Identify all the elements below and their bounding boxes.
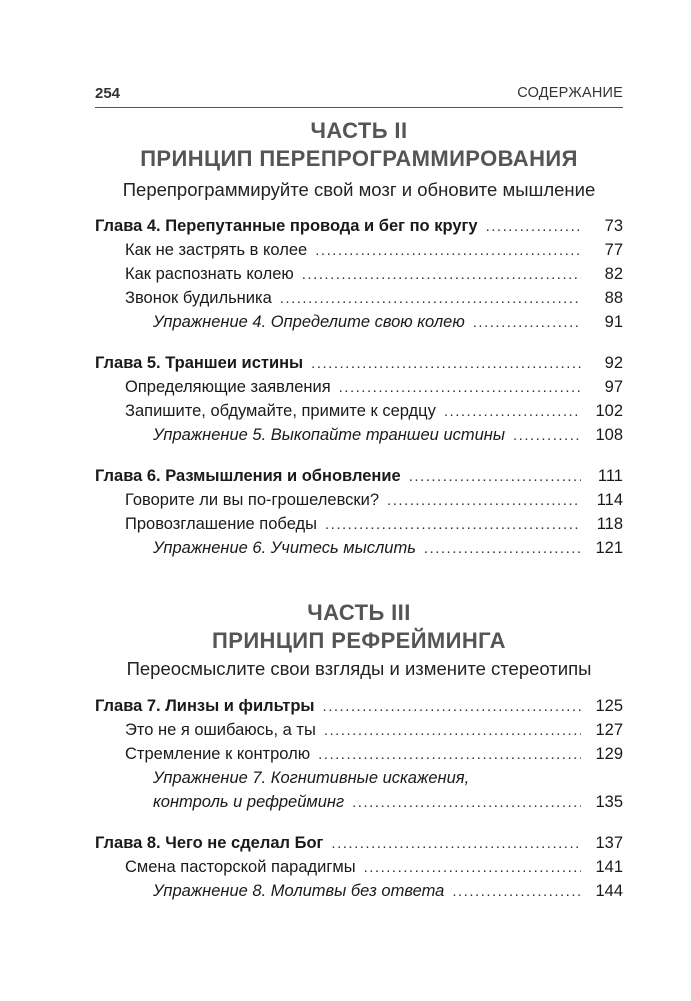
toc-entry-title: Упражнение 5. Выкопайте траншеи истины bbox=[153, 426, 506, 444]
toc-entry-title: Звонок будильника bbox=[125, 289, 272, 307]
toc-entry-page: 73 bbox=[604, 217, 623, 235]
toc-entry-page: 127 bbox=[595, 721, 623, 739]
toc-exercise-entry[interactable] bbox=[153, 311, 623, 333]
toc-entry-title: Упражнение 6. Учитесь мыслить bbox=[153, 539, 416, 557]
dot-leader bbox=[452, 881, 581, 903]
toc-entry-title: Определяющие заявления bbox=[125, 378, 331, 396]
dot-leader bbox=[486, 216, 581, 238]
dot-leader bbox=[387, 490, 581, 512]
toc-exercise-entry[interactable] bbox=[153, 880, 623, 902]
toc-entry-page: 77 bbox=[604, 241, 623, 259]
toc-entry-page: 118 bbox=[596, 515, 623, 533]
toc-chapter-entry[interactable] bbox=[95, 215, 623, 237]
dot-leader bbox=[302, 264, 581, 286]
toc-exercise-title-line[interactable]: Упражнение 7. Когнитивные искажения, bbox=[153, 769, 470, 787]
toc-entry-title: Упражнение 8. Молитвы без ответа bbox=[153, 882, 445, 900]
toc-entry-page: 129 bbox=[595, 745, 623, 763]
dot-leader bbox=[352, 792, 581, 814]
toc-entry-page: 141 bbox=[595, 858, 623, 876]
toc-entry-title: Смена пасторской парадигмы bbox=[125, 858, 356, 876]
page-number: 254 bbox=[95, 85, 121, 102]
page-header bbox=[95, 85, 623, 108]
toc-entry-title: Как распознать колею bbox=[125, 265, 294, 283]
toc-exercise-entry[interactable] bbox=[153, 537, 623, 559]
toc-section-entry[interactable] bbox=[125, 287, 623, 309]
toc-entry-title: Провозглашение победы bbox=[125, 515, 317, 533]
toc-entry-page: 102 bbox=[595, 402, 623, 420]
toc-entry-page: 121 bbox=[595, 539, 623, 557]
toc-entry-page: 125 bbox=[595, 697, 623, 715]
part-label: ЧАСТЬ III bbox=[307, 600, 411, 625]
dot-leader bbox=[339, 377, 581, 399]
dot-leader bbox=[323, 696, 581, 718]
toc-entry-title: контроль и рефрейминг bbox=[153, 793, 345, 811]
toc-entry-page: 137 bbox=[595, 834, 623, 852]
toc-section-entry[interactable] bbox=[125, 400, 623, 422]
dot-leader bbox=[409, 466, 581, 488]
toc-entry-title: Глава 4. Перепутанные провода и бег по кругу bbox=[95, 217, 478, 235]
dot-leader bbox=[325, 514, 581, 536]
toc-entry-title: Глава 6. Размышления и обновление bbox=[95, 467, 401, 485]
toc-exercise-entry[interactable] bbox=[153, 791, 623, 813]
dot-leader bbox=[424, 538, 581, 560]
toc-entry-title: Запишите, обдумайте, примите к сердцу bbox=[125, 402, 436, 420]
toc-section-entry[interactable] bbox=[125, 376, 623, 398]
dot-leader bbox=[311, 353, 581, 375]
toc-section-entry[interactable] bbox=[125, 719, 623, 741]
toc-entry-title: Это не я ошибаюсь, а ты bbox=[125, 721, 316, 739]
dot-leader bbox=[324, 720, 581, 742]
toc-section-entry[interactable] bbox=[125, 513, 623, 535]
toc-chapter-entry[interactable] bbox=[95, 695, 623, 717]
toc-exercise-entry[interactable] bbox=[153, 424, 623, 446]
dot-leader bbox=[513, 425, 581, 447]
dot-leader bbox=[318, 744, 581, 766]
toc-chapter-entry[interactable] bbox=[95, 465, 623, 487]
toc-entry-title: Говорите ли вы по-грошелевски? bbox=[125, 491, 380, 509]
toc-entry-title: Глава 5. Траншеи истины bbox=[95, 354, 304, 372]
dot-leader bbox=[444, 401, 581, 423]
part-subtitle: Перепрограммируйте свой мозг и обновите мышление bbox=[122, 179, 596, 200]
toc-entry-page: 144 bbox=[595, 882, 623, 900]
toc-section-entry[interactable] bbox=[125, 489, 623, 511]
running-title: СОДЕРЖАНИЕ bbox=[517, 85, 623, 101]
toc-section-entry[interactable] bbox=[125, 856, 623, 878]
toc-entry-title: Стремление к контролю bbox=[125, 745, 311, 763]
toc-entry-title: Глава 7. Линзы и фильтры bbox=[95, 697, 315, 715]
part-title: ПРИНЦИП ПЕРЕПРОГРАММИРОВАНИЯ bbox=[140, 146, 578, 171]
toc-entry-page: 111 bbox=[597, 467, 623, 485]
dot-leader bbox=[331, 833, 581, 855]
toc-entry-title: Как не застрять в колее bbox=[125, 241, 308, 259]
toc-entry-page: 114 bbox=[596, 491, 623, 509]
toc-entry-page: 82 bbox=[604, 265, 623, 283]
toc-entry-page: 92 bbox=[604, 354, 623, 372]
toc-section-entry[interactable] bbox=[125, 239, 623, 261]
toc-entry-page: 97 bbox=[604, 378, 623, 396]
toc-section-entry[interactable] bbox=[125, 743, 623, 765]
toc-entry-title: Упражнение 4. Определите свою колею bbox=[153, 313, 465, 331]
toc-chapter-entry[interactable] bbox=[95, 352, 623, 374]
dot-leader bbox=[315, 240, 581, 262]
part-label: ЧАСТЬ II bbox=[310, 118, 408, 143]
toc-chapter-entry[interactable] bbox=[95, 832, 623, 854]
toc-entry-page: 108 bbox=[595, 426, 623, 444]
part-title: ПРИНЦИП РЕФРЕЙМИНГА bbox=[212, 628, 506, 653]
dot-leader bbox=[364, 857, 581, 879]
toc-entry-title: Глава 8. Чего не сделал Бог bbox=[95, 834, 324, 852]
toc-entry-page: 88 bbox=[604, 289, 623, 307]
dot-leader bbox=[280, 288, 581, 310]
dot-leader bbox=[473, 312, 581, 334]
toc-entry-page: 135 bbox=[595, 793, 623, 811]
toc-entry-page: 91 bbox=[604, 313, 623, 331]
part-subtitle: Переосмыслите свои взгляды и измените стереотипы bbox=[126, 658, 592, 679]
toc-section-entry[interactable] bbox=[125, 263, 623, 285]
